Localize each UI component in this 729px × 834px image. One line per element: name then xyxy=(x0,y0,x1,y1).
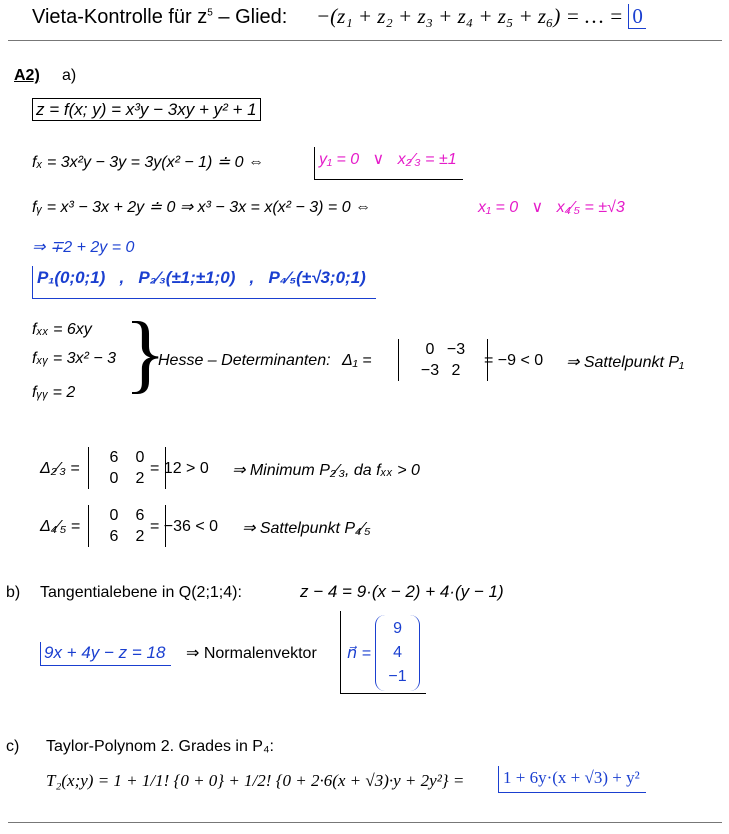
function-box xyxy=(32,100,261,120)
delta1: Δ₁ = xyxy=(342,352,372,369)
fx-solution-x: x₂⁄₃ = ±1 xyxy=(397,151,457,168)
part-c-text: Taylor-Polynom 2. Grades in P₄: xyxy=(46,738,274,755)
points-separator-2: , xyxy=(249,268,255,287)
point-p1: P₁(0;0;1) xyxy=(37,268,106,287)
normal-vector xyxy=(375,615,419,691)
det45-a22: 2 xyxy=(135,528,145,545)
hesse-line xyxy=(158,352,331,370)
vector-z: −1 xyxy=(388,668,407,685)
tangent-formula: z − 4 = 9·(x − 2) + 4·(y − 1) xyxy=(300,582,504,601)
det23-a12: 0 xyxy=(135,449,145,466)
det1-a12: −3 xyxy=(446,341,466,358)
fxx: fₓₓ = 6xy xyxy=(32,321,92,338)
vieta-line xyxy=(32,6,287,29)
vieta-formula-line xyxy=(316,4,646,29)
plane-equation: 9x + 4y − z = 18 xyxy=(40,642,171,666)
plane-equation-box xyxy=(40,642,171,666)
fxy: fₓᵧ = 3x² − 3 xyxy=(32,350,117,367)
a2-label: A2) xyxy=(14,67,40,84)
det23-a21: 0 xyxy=(109,470,119,487)
vieta-formula: −(z₁ + z₂ + z₃ + z₄ + z₅ + z₆) = … = xyxy=(316,4,624,28)
vector-x: 9 xyxy=(393,620,402,637)
or-symbol-2: ∨ xyxy=(531,199,544,216)
vector-name: n⃗ = xyxy=(347,645,371,662)
critical-points xyxy=(32,266,376,299)
point-p45: P₄⁄₅(±√3;0;1) xyxy=(268,268,366,287)
or-symbol-1: ∨ xyxy=(372,151,385,168)
part-b-text: Tangentialebene in Q(2;1;4): xyxy=(40,584,242,601)
det1-a21: −3 xyxy=(420,362,440,379)
fy-solutions xyxy=(478,197,625,217)
det45-a12: 6 xyxy=(135,507,145,524)
det23-a11: 6 xyxy=(109,449,119,466)
det45-a11: 0 xyxy=(109,507,119,524)
taylor-formula: T₂(x;y) = 1 + 1/1! {0 + 0} + 1/2! {0 + 2·6(x + √3)·y + 2y²} = xyxy=(46,771,465,790)
delta1-result: = −9 < 0 xyxy=(484,352,544,369)
delta1-conclusion: ⇒ Sattelpunkt P₁ xyxy=(566,354,685,371)
fx-formula: fₓ = 3x²y − 3y = 3y(x² − 1) ≐ 0 ⇔ xyxy=(32,154,265,171)
fy-formula: fᵧ = x³ − 3x + 2y ≐ 0 ⇒ x³ − 3x = x(x² − 3) = 0 ⇔ xyxy=(32,199,372,216)
part-c-label: c) xyxy=(6,738,20,755)
taylor-result-box xyxy=(498,766,646,793)
normal-label: ⇒ Normalenvektor xyxy=(186,645,317,662)
det1-matrix xyxy=(398,339,488,381)
fx-line xyxy=(32,152,264,172)
fy-solution-x45: x₄⁄₅ = ±√3 xyxy=(556,199,625,216)
implies-line: ⇒ ∓2 + 2y = 0 xyxy=(32,239,135,256)
delta45-result: = −36 < 0 xyxy=(150,518,219,535)
vieta-sup: 5 xyxy=(207,7,213,19)
fy-solution-x1: x₁ = 0 xyxy=(478,199,519,216)
fy-line xyxy=(32,197,371,217)
vieta-result: 0 xyxy=(628,4,646,29)
delta23: Δ₂⁄₃ = xyxy=(40,460,80,477)
function-formula: z = f(x; y) = x³y − 3xy + y² + 1 xyxy=(32,98,261,121)
det1-a22: 2 xyxy=(451,362,461,379)
part-b-label: b) xyxy=(6,584,21,601)
delta45-conclusion: ⇒ Sattelpunkt P₄⁄₅ xyxy=(242,520,371,537)
part-a-label: a) xyxy=(62,67,77,84)
fx-solution-y: y₁ = 0 xyxy=(319,151,360,168)
vieta-label: Vieta-Kontrolle für z xyxy=(32,6,208,28)
delta23-conclusion: ⇒ Minimum P₂⁄₃, da fₓₓ > 0 xyxy=(232,462,420,479)
det45-a21: 6 xyxy=(109,528,119,545)
vector-y: 4 xyxy=(393,644,402,661)
points-separator-1: , xyxy=(119,268,125,287)
det1-a11: 0 xyxy=(425,341,435,358)
right-brace: } xyxy=(124,305,167,402)
hesse-label: Hesse – Determinanten: xyxy=(158,352,331,369)
separator-bottom xyxy=(8,822,722,823)
fyy: fᵧᵧ = 2 xyxy=(32,384,76,401)
delta45: Δ₄⁄₅ = xyxy=(40,518,81,535)
fx-solutions xyxy=(314,147,463,180)
point-p23: P₂⁄₃(±1;±1;0) xyxy=(138,268,236,287)
delta23-result: = 12 > 0 xyxy=(150,460,209,477)
taylor-result: 1 + 6y·(x + √3) + y² xyxy=(498,766,646,793)
vieta-label-2: – Glied: xyxy=(212,6,288,28)
det23-a22: 2 xyxy=(135,470,145,487)
separator-top xyxy=(8,40,722,41)
normal-vector-box xyxy=(340,611,426,694)
